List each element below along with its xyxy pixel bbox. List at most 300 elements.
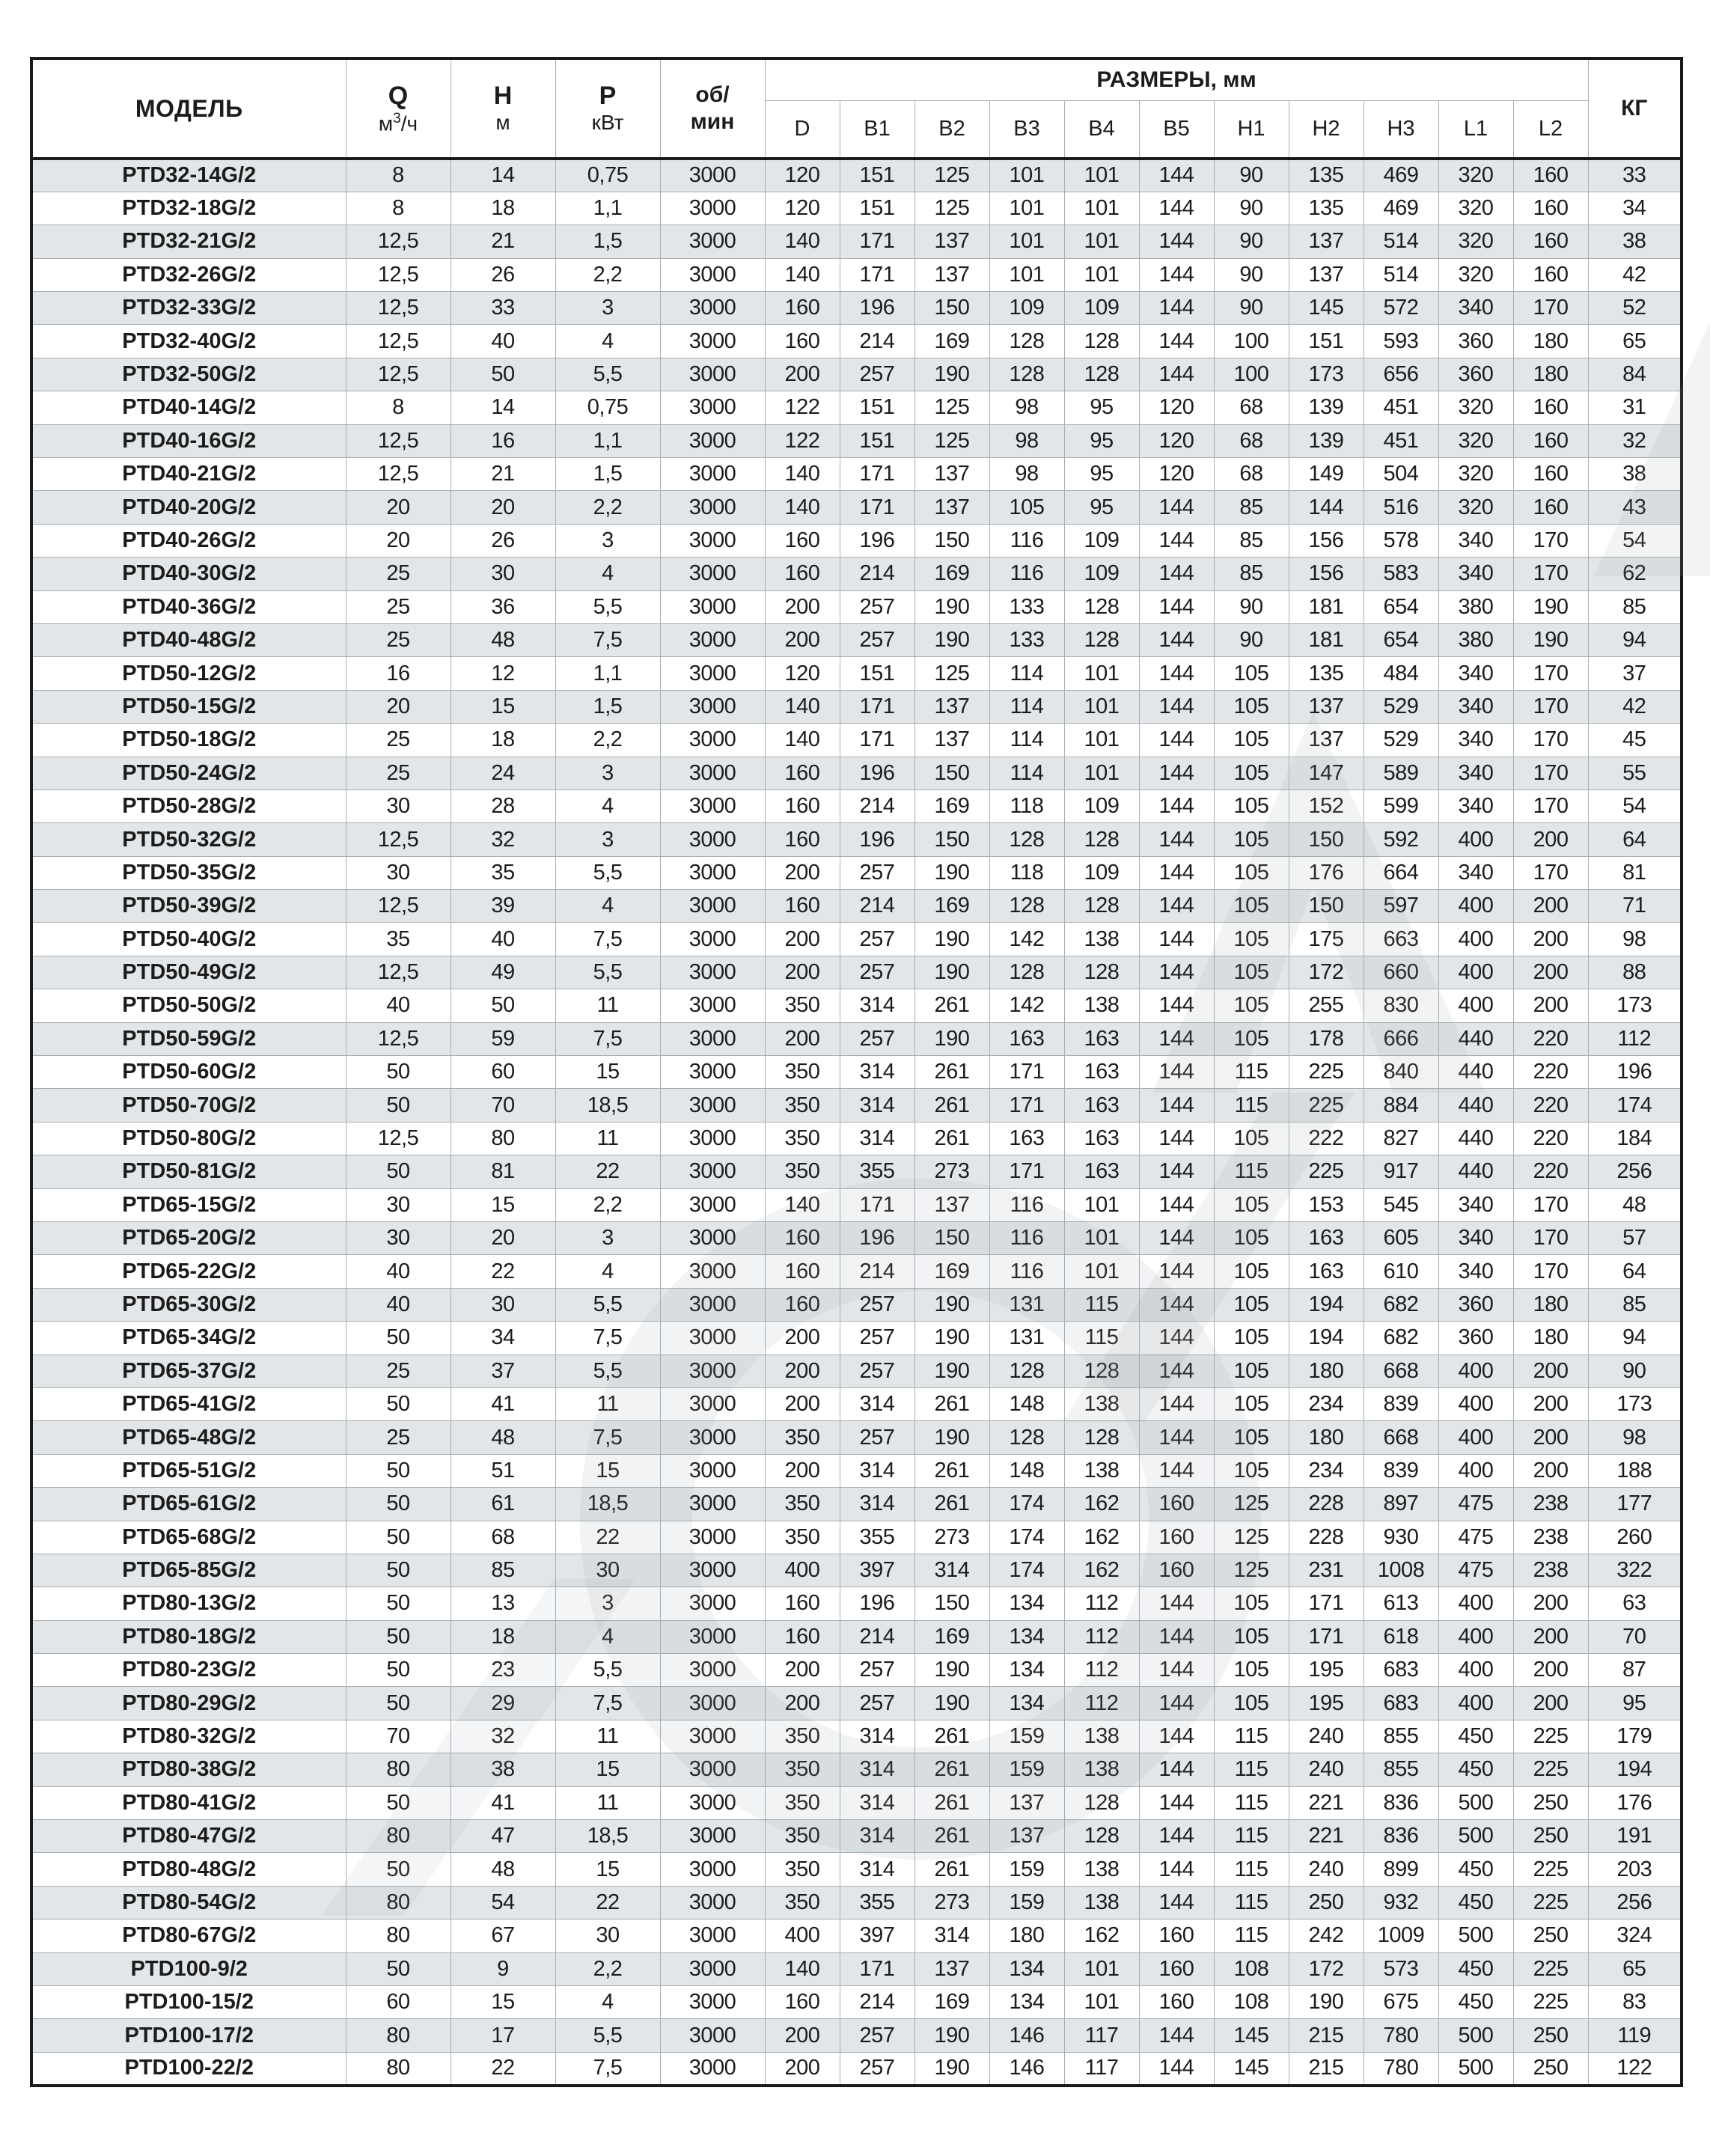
q-cell: 25 [346, 724, 451, 757]
model-cell: PTD40-36G/2 [31, 590, 346, 623]
kg-cell: 64 [1588, 1255, 1682, 1288]
size-b4-cell: 101 [1064, 225, 1139, 258]
size-b4-cell: 162 [1064, 1488, 1139, 1521]
size-b2-cell: 150 [914, 1587, 989, 1620]
size-b3-cell: 101 [989, 159, 1064, 192]
size-h2-cell: 181 [1289, 590, 1364, 623]
size-b1-cell: 171 [840, 491, 914, 524]
size-h2-cell: 137 [1289, 690, 1364, 723]
h-cell: 30 [451, 1288, 555, 1321]
size-h2-cell: 137 [1289, 258, 1364, 291]
q-cell: 12,5 [346, 225, 451, 258]
p-cell: 15 [555, 1753, 660, 1786]
size-b2-cell: 190 [914, 623, 989, 656]
size-b3-cell: 128 [989, 890, 1064, 923]
rpm-cell: 3000 [660, 491, 765, 524]
size-d-cell: 350 [765, 1753, 840, 1786]
size-d-cell: 140 [765, 458, 840, 491]
p-cell: 7,5 [555, 1421, 660, 1454]
size-h1-cell: 125 [1214, 1521, 1289, 1554]
size-d-cell: 160 [765, 790, 840, 822]
size-h3-cell: 917 [1364, 1155, 1438, 1188]
p-cell: 4 [555, 325, 660, 358]
p-cell: 7,5 [555, 923, 660, 956]
table-row [31, 1620, 1682, 1653]
p-cell: 11 [555, 1786, 660, 1819]
q-cell: 50 [346, 1654, 451, 1687]
size-h2-cell: 240 [1289, 1853, 1364, 1886]
size-b2-cell: 190 [914, 1687, 989, 1720]
kg-cell: 38 [1588, 458, 1682, 491]
size-h3-cell: 545 [1364, 1188, 1438, 1221]
size-h1-cell: 115 [1214, 1155, 1289, 1188]
size-b5-cell: 160 [1139, 1554, 1214, 1587]
table-row [31, 790, 1682, 822]
size-b3-cell: 142 [989, 923, 1064, 956]
size-b3-cell: 163 [989, 1022, 1064, 1055]
p-cell: 1,5 [555, 690, 660, 723]
size-b5-cell: 144 [1139, 292, 1214, 325]
size-h2-cell: 173 [1289, 358, 1364, 391]
size-h1-cell: 115 [1214, 1853, 1289, 1886]
size-l2-cell: 170 [1513, 1188, 1588, 1221]
size-h3-cell: 656 [1364, 358, 1438, 391]
rpm-cell: 3000 [660, 2019, 765, 2052]
q-cell: 50 [346, 1089, 451, 1122]
size-d-cell: 140 [765, 724, 840, 757]
p-unit: кВт [591, 111, 624, 135]
model-cell: PTD100-17/2 [31, 2019, 346, 2052]
h-cell: 12 [451, 657, 555, 690]
size-h1-cell: 115 [1214, 1886, 1289, 1919]
size-h2-cell: 139 [1289, 424, 1364, 457]
size-b4-cell: 128 [1064, 1786, 1139, 1819]
size-h3-cell: 932 [1364, 1886, 1438, 1919]
h-cell: 15 [451, 690, 555, 723]
size-b4-cell: 101 [1064, 1188, 1139, 1221]
size-h1-cell: 105 [1214, 1355, 1289, 1387]
h-cell: 54 [451, 1886, 555, 1919]
p-cell: 5,5 [555, 956, 660, 989]
table-row [31, 1355, 1682, 1387]
size-h1-cell: 115 [1214, 1920, 1289, 1952]
size-l2-cell: 170 [1513, 790, 1588, 822]
size-b3-cell: 137 [989, 1786, 1064, 1819]
kg-cell: 173 [1588, 989, 1682, 1022]
h-cell: 41 [451, 1387, 555, 1420]
model-cell: PTD50-18G/2 [31, 724, 346, 757]
size-d-cell: 200 [765, 1355, 840, 1387]
kg-cell: 191 [1588, 1820, 1682, 1853]
table-row [31, 325, 1682, 358]
size-b3-cell: 116 [989, 1222, 1064, 1255]
size-d-cell: 140 [765, 1952, 840, 1985]
kg-cell: 84 [1588, 358, 1682, 391]
rpm-cell: 3000 [660, 558, 765, 590]
size-d-cell: 350 [765, 1089, 840, 1122]
table-row [31, 192, 1682, 225]
table-row [31, 1222, 1682, 1255]
h-cell: 80 [451, 1122, 555, 1155]
size-b2-cell: 261 [914, 1820, 989, 1853]
q-cell: 80 [346, 2019, 451, 2052]
model-cell: PTD80-23G/2 [31, 1654, 346, 1687]
size-b1-cell: 257 [840, 1421, 914, 1454]
table-row [31, 1985, 1682, 2018]
size-l2-cell: 220 [1513, 1022, 1588, 1055]
size-d-cell: 160 [765, 1255, 840, 1288]
size-l1-cell: 320 [1438, 159, 1513, 192]
size-b4-cell: 112 [1064, 1654, 1139, 1687]
size-h2-cell: 147 [1289, 757, 1364, 790]
size-l1-cell: 320 [1438, 424, 1513, 457]
size-b4-cell: 138 [1064, 1454, 1139, 1487]
size-l2-cell: 238 [1513, 1554, 1588, 1587]
h-cell: 13 [451, 1587, 555, 1620]
h-cell: 41 [451, 1786, 555, 1819]
size-b4-cell: 112 [1064, 1587, 1139, 1620]
h-cell: 32 [451, 1720, 555, 1753]
size-d-cell: 350 [765, 1155, 840, 1188]
header-row-main [31, 58, 1682, 100]
size-b2-cell: 190 [914, 856, 989, 889]
table-row [31, 558, 1682, 590]
size-b1-cell: 355 [840, 1886, 914, 1919]
size-b4-cell: 112 [1064, 1687, 1139, 1720]
size-h2-cell: 137 [1289, 724, 1364, 757]
size-b5-cell: 144 [1139, 1620, 1214, 1653]
size-l2-cell: 160 [1513, 159, 1588, 192]
p-cell: 15 [555, 1454, 660, 1487]
size-b1-cell: 257 [840, 856, 914, 889]
h-cell: 48 [451, 623, 555, 656]
size-h3-cell: 578 [1364, 524, 1438, 557]
size-d-cell: 200 [765, 2052, 840, 2085]
size-b2-cell: 169 [914, 1255, 989, 1288]
kg-cell: 94 [1588, 1322, 1682, 1355]
size-l2-cell: 225 [1513, 1985, 1588, 2018]
size-b1-cell: 214 [840, 890, 914, 923]
kg-cell: 55 [1588, 757, 1682, 790]
size-h3-cell: 573 [1364, 1952, 1438, 1985]
size-l2-cell: 160 [1513, 458, 1588, 491]
size-b4-cell: 109 [1064, 790, 1139, 822]
size-l2-cell: 180 [1513, 358, 1588, 391]
h-cell: 38 [451, 1753, 555, 1786]
size-h2-cell: 231 [1289, 1554, 1364, 1587]
table-row [31, 358, 1682, 391]
size-b1-cell: 397 [840, 1554, 914, 1587]
size-b4-cell: 101 [1064, 1222, 1139, 1255]
size-b5-cell: 144 [1139, 1387, 1214, 1420]
size-b1-cell: 196 [840, 1587, 914, 1620]
size-h3-cell: 830 [1364, 989, 1438, 1022]
table-row [31, 1786, 1682, 1819]
rpm-cell: 3000 [660, 1355, 765, 1387]
size-b5-cell: 144 [1139, 1188, 1214, 1221]
size-h1-cell: 125 [1214, 1554, 1289, 1587]
size-b2-cell: 125 [914, 159, 989, 192]
q-cell: 25 [346, 590, 451, 623]
size-column-header: H1 [1214, 100, 1289, 159]
model-cell: PTD65-22G/2 [31, 1255, 346, 1288]
size-h2-cell: 144 [1289, 491, 1364, 524]
size-l1-cell: 340 [1438, 292, 1513, 325]
size-h2-cell: 225 [1289, 1056, 1364, 1089]
size-d-cell: 160 [765, 1222, 840, 1255]
size-b2-cell: 169 [914, 890, 989, 923]
q-cell: 25 [346, 1421, 451, 1454]
size-b3-cell: 133 [989, 623, 1064, 656]
size-b4-cell: 109 [1064, 292, 1139, 325]
kg-cell: 87 [1588, 1654, 1682, 1687]
h-cell: 40 [451, 325, 555, 358]
size-h1-cell: 105 [1214, 1255, 1289, 1288]
size-d-cell: 400 [765, 1920, 840, 1952]
h-cell: 18 [451, 192, 555, 225]
table-row [31, 1521, 1682, 1554]
size-d-cell: 350 [765, 1820, 840, 1853]
h-cell: 81 [451, 1155, 555, 1188]
kg-cell: 119 [1588, 2019, 1682, 2052]
size-d-cell: 350 [765, 1853, 840, 1886]
kg-cell: 112 [1588, 1022, 1682, 1055]
size-b1-cell: 257 [840, 2019, 914, 2052]
size-b1-cell: 257 [840, 1654, 914, 1687]
rpm-cell: 3000 [660, 1720, 765, 1753]
size-d-cell: 140 [765, 1188, 840, 1221]
size-h3-cell: 605 [1364, 1222, 1438, 1255]
size-h3-cell: 451 [1364, 424, 1438, 457]
size-b5-cell: 144 [1139, 1654, 1214, 1687]
table-row [31, 590, 1682, 623]
model-cell: PTD65-48G/2 [31, 1421, 346, 1454]
table-row [31, 391, 1682, 424]
size-l1-cell: 400 [1438, 1421, 1513, 1454]
size-h3-cell: 836 [1364, 1786, 1438, 1819]
kg-cell: 62 [1588, 558, 1682, 590]
size-column-header: B5 [1139, 100, 1214, 159]
p-cell: 5,5 [555, 1654, 660, 1687]
size-h2-cell: 172 [1289, 1952, 1364, 1985]
size-b5-cell: 144 [1139, 1022, 1214, 1055]
size-b4-cell: 138 [1064, 1720, 1139, 1753]
size-b3-cell: 148 [989, 1387, 1064, 1420]
size-b1-cell: 314 [840, 1786, 914, 1819]
table-row [31, 1587, 1682, 1620]
size-h2-cell: 171 [1289, 1620, 1364, 1653]
size-d-cell: 350 [765, 1521, 840, 1554]
model-cell: PTD100-15/2 [31, 1985, 346, 2018]
size-b3-cell: 105 [989, 491, 1064, 524]
h-cell: 23 [451, 1654, 555, 1687]
h-cell: 18 [451, 1620, 555, 1653]
size-b1-cell: 314 [840, 1720, 914, 1753]
table-row [31, 623, 1682, 656]
size-h1-cell: 105 [1214, 1322, 1289, 1355]
size-l1-cell: 400 [1438, 890, 1513, 923]
size-b2-cell: 190 [914, 1322, 989, 1355]
size-l2-cell: 200 [1513, 1620, 1588, 1653]
size-h2-cell: 194 [1289, 1288, 1364, 1321]
model-cell: PTD80-47G/2 [31, 1820, 346, 1853]
size-d-cell: 160 [765, 558, 840, 590]
p-cell: 4 [555, 558, 660, 590]
size-b1-cell: 257 [840, 2052, 914, 2085]
size-d-cell: 140 [765, 491, 840, 524]
h-cell: 50 [451, 358, 555, 391]
h-cell: 29 [451, 1687, 555, 1720]
rpm-cell: 3000 [660, 1056, 765, 1089]
kg-cell: 32 [1588, 424, 1682, 457]
size-l1-cell: 400 [1438, 1454, 1513, 1487]
size-h3-cell: 504 [1364, 458, 1438, 491]
size-b4-cell: 162 [1064, 1920, 1139, 1952]
kg-cell: 184 [1588, 1122, 1682, 1155]
size-b3-cell: 174 [989, 1488, 1064, 1521]
size-h1-cell: 105 [1214, 1454, 1289, 1487]
q-cell: 8 [346, 192, 451, 225]
size-l1-cell: 500 [1438, 1786, 1513, 1819]
size-h3-cell: 840 [1364, 1056, 1438, 1089]
table-row [31, 1255, 1682, 1288]
kg-cell: 176 [1588, 1786, 1682, 1819]
table-row [31, 956, 1682, 989]
rpm-cell: 3000 [660, 258, 765, 291]
kg-cell: 260 [1588, 1521, 1682, 1554]
size-b2-cell: 190 [914, 1421, 989, 1454]
size-b5-cell: 144 [1139, 790, 1214, 822]
size-h3-cell: 654 [1364, 623, 1438, 656]
size-d-cell: 160 [765, 890, 840, 923]
size-l2-cell: 220 [1513, 1155, 1588, 1188]
q-cell: 50 [346, 1620, 451, 1653]
size-l2-cell: 170 [1513, 1222, 1588, 1255]
size-d-cell: 122 [765, 424, 840, 457]
size-h1-cell: 115 [1214, 1056, 1289, 1089]
size-h3-cell: 597 [1364, 890, 1438, 923]
size-h3-cell: 666 [1364, 1022, 1438, 1055]
size-column-header: B3 [989, 100, 1064, 159]
table-row [31, 491, 1682, 524]
size-d-cell: 122 [765, 391, 840, 424]
model-cell: PTD40-30G/2 [31, 558, 346, 590]
size-b3-cell: 134 [989, 1620, 1064, 1653]
size-h3-cell: 592 [1364, 823, 1438, 856]
rpm-cell: 3000 [660, 1554, 765, 1587]
h-cell: 70 [451, 1089, 555, 1122]
size-l2-cell: 160 [1513, 225, 1588, 258]
size-b5-cell: 144 [1139, 159, 1214, 192]
rpm-cell: 3000 [660, 1753, 765, 1786]
size-b1-cell: 257 [840, 956, 914, 989]
size-l2-cell: 200 [1513, 1687, 1588, 1720]
table-row [31, 1554, 1682, 1587]
size-h1-cell: 105 [1214, 1387, 1289, 1420]
rpm-cell: 3000 [660, 923, 765, 956]
size-b5-cell: 144 [1139, 923, 1214, 956]
q-cell: 50 [346, 1488, 451, 1521]
size-b2-cell: 261 [914, 1122, 989, 1155]
size-b4-cell: 115 [1064, 1288, 1139, 1321]
size-h3-cell: 664 [1364, 856, 1438, 889]
p-cell: 5,5 [555, 2019, 660, 2052]
size-b2-cell: 137 [914, 491, 989, 524]
size-h3-cell: 930 [1364, 1521, 1438, 1554]
model-cell: PTD32-50G/2 [31, 358, 346, 391]
model-cell: PTD100-9/2 [31, 1952, 346, 1985]
size-b2-cell: 137 [914, 225, 989, 258]
kg-cell: 81 [1588, 856, 1682, 889]
q-cell: 50 [346, 1454, 451, 1487]
size-l1-cell: 450 [1438, 1985, 1513, 2018]
q-cell: 12,5 [346, 325, 451, 358]
table-row [31, 823, 1682, 856]
size-l1-cell: 400 [1438, 989, 1513, 1022]
table-row [31, 1952, 1682, 1985]
size-l2-cell: 200 [1513, 1355, 1588, 1387]
size-b3-cell: 128 [989, 1355, 1064, 1387]
size-h3-cell: 593 [1364, 325, 1438, 358]
size-l1-cell: 500 [1438, 2019, 1513, 2052]
size-b1-cell: 214 [840, 790, 914, 822]
size-l1-cell: 340 [1438, 757, 1513, 790]
size-d-cell: 160 [765, 757, 840, 790]
size-h1-cell: 105 [1214, 1222, 1289, 1255]
size-b4-cell: 138 [1064, 923, 1139, 956]
size-h3-cell: 514 [1364, 258, 1438, 291]
size-h2-cell: 150 [1289, 823, 1364, 856]
size-b2-cell: 190 [914, 2052, 989, 2085]
size-b2-cell: 273 [914, 1155, 989, 1188]
model-cell: PTD40-48G/2 [31, 623, 346, 656]
p-cell: 5,5 [555, 590, 660, 623]
size-b4-cell: 163 [1064, 1022, 1139, 1055]
size-b2-cell: 261 [914, 1786, 989, 1819]
size-l1-cell: 320 [1438, 192, 1513, 225]
size-l1-cell: 400 [1438, 823, 1513, 856]
size-l2-cell: 225 [1513, 1886, 1588, 1919]
p-cell: 4 [555, 1620, 660, 1653]
size-b4-cell: 101 [1064, 258, 1139, 291]
p-cell: 3 [555, 757, 660, 790]
size-b4-cell: 115 [1064, 1322, 1139, 1355]
p-cell: 7,5 [555, 1687, 660, 1720]
size-h2-cell: 172 [1289, 956, 1364, 989]
size-b3-cell: 131 [989, 1288, 1064, 1321]
size-b3-cell: 98 [989, 424, 1064, 457]
q-cell: 80 [346, 1920, 451, 1952]
size-h3-cell: 660 [1364, 956, 1438, 989]
size-column-header: B4 [1064, 100, 1139, 159]
size-h1-cell: 105 [1214, 1587, 1289, 1620]
rpm-cell: 3000 [660, 1155, 765, 1188]
size-d-cell: 350 [765, 1720, 840, 1753]
size-b1-cell: 257 [840, 358, 914, 391]
size-l1-cell: 380 [1438, 590, 1513, 623]
kg-cell: 57 [1588, 1222, 1682, 1255]
table-row [31, 2052, 1682, 2085]
size-h1-cell: 145 [1214, 2019, 1289, 2052]
size-h2-cell: 234 [1289, 1454, 1364, 1487]
model-cell: PTD65-37G/2 [31, 1355, 346, 1387]
size-b2-cell: 150 [914, 757, 989, 790]
size-h1-cell: 90 [1214, 225, 1289, 258]
h-cell: 26 [451, 258, 555, 291]
size-h3-cell: 899 [1364, 1853, 1438, 1886]
p-cell: 5,5 [555, 1355, 660, 1387]
size-h3-cell: 583 [1364, 558, 1438, 590]
